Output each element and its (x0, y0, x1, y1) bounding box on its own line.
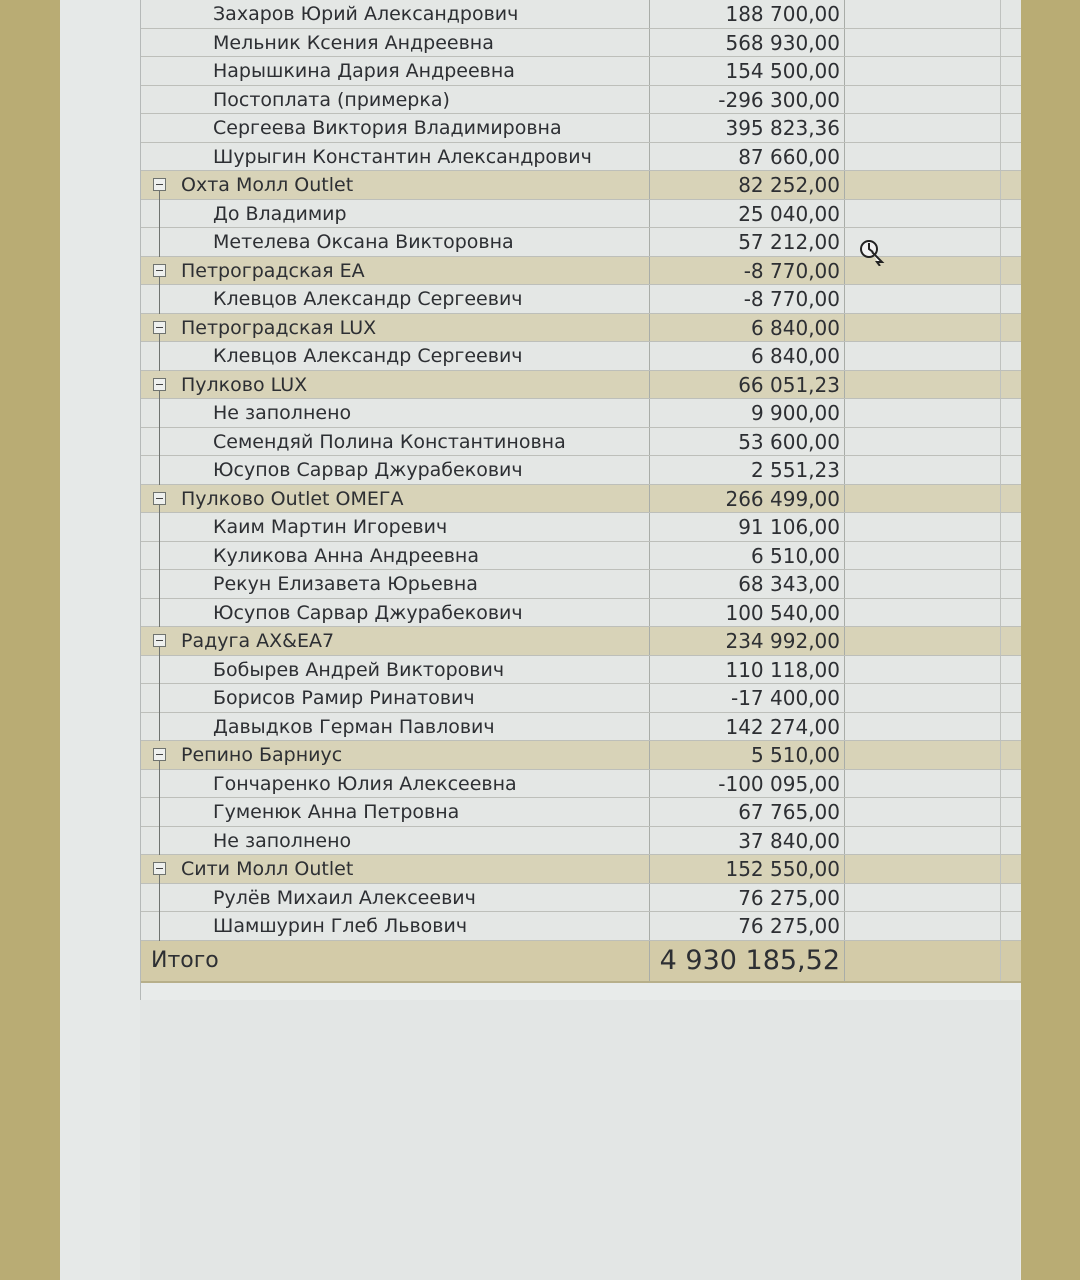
group-name: Репино Барниус (181, 744, 343, 766)
empty-cell (845, 371, 1001, 399)
collapse-minus-icon[interactable] (153, 634, 166, 647)
tree-line (159, 647, 160, 741)
group-row[interactable] (141, 171, 1021, 200)
person-name: Не заполнено (213, 829, 352, 852)
person-name: Гончаренко Юлия Алексеевна (213, 772, 517, 795)
group-row[interactable] (141, 257, 1021, 286)
empty-cell (845, 342, 1001, 370)
empty-cell (845, 941, 1001, 981)
empty-cell (845, 57, 1001, 85)
amount-cell: 66 051,23 (649, 371, 845, 399)
empty-cell (845, 741, 1001, 769)
empty-cell (845, 0, 1001, 28)
table-row[interactable] (141, 713, 1021, 742)
amount-cell: 395 823,36 (649, 114, 845, 142)
amount-cell: 53 600,00 (649, 428, 845, 456)
empty-cell (845, 143, 1001, 171)
table-row[interactable] (141, 684, 1021, 713)
person-name: Метелева Оксана Викторовна (213, 231, 514, 253)
amount-cell: 568 930,00 (649, 29, 845, 57)
amount-cell: 5 510,00 (649, 741, 845, 769)
table-row[interactable] (141, 770, 1021, 799)
person-name: Не заполнено (213, 402, 352, 424)
table-row[interactable] (141, 456, 1021, 485)
tree-line (159, 391, 160, 485)
collapse-minus-icon[interactable] (153, 264, 166, 277)
empty-cell (845, 29, 1001, 57)
table-row[interactable] (141, 513, 1021, 542)
table-row[interactable] (141, 542, 1021, 571)
tree-line (159, 505, 160, 628)
person-name: Бобырев Андрей Викторович (213, 658, 505, 681)
person-name: Постоплата (примерка) (213, 88, 450, 111)
group-name: Радуга AX&EA7 (181, 630, 335, 652)
amount-cell: 82 252,00 (649, 171, 845, 199)
empty-cell (845, 485, 1001, 513)
person-name: Сергеева Виктория Владимировна (213, 117, 562, 139)
empty-cell (845, 114, 1001, 142)
screen (60, 0, 1020, 1280)
amount-cell: 57 212,00 (649, 228, 845, 256)
collapse-minus-icon[interactable] (153, 378, 166, 391)
amount-cell: 2 551,23 (649, 456, 845, 484)
empty-cell (845, 855, 1001, 883)
amount-cell: -8 770,00 (649, 257, 845, 285)
table-row[interactable] (141, 228, 1021, 257)
empty-cell (845, 314, 1001, 342)
empty-cell (845, 827, 1001, 855)
table-row[interactable] (141, 798, 1021, 827)
table-row[interactable] (141, 884, 1021, 913)
person-name: Мельник Ксения Андреевна (213, 31, 494, 54)
amount-cell: 188 700,00 (649, 0, 845, 28)
person-name: Клевцов Александр Сергеевич (213, 345, 523, 367)
person-name: Давыдков Герман Павлович (213, 715, 495, 738)
table-row[interactable] (141, 200, 1021, 229)
amount-cell: 142 274,00 (649, 713, 845, 741)
empty-cell (845, 599, 1001, 627)
collapse-minus-icon[interactable] (153, 178, 166, 191)
person-name: Шурыгин Константин Александрович (213, 145, 592, 168)
person-name: Рекун Елизавета Юрьевна (213, 573, 478, 595)
amount-cell: 6 840,00 (649, 342, 845, 370)
table-row[interactable] (141, 399, 1021, 428)
amount-cell: -8 770,00 (649, 285, 845, 313)
empty-cell (845, 428, 1001, 456)
person-name: Клевцов Александр Сергеевич (213, 288, 523, 310)
tree-line (159, 277, 160, 314)
empty-cell (845, 399, 1001, 427)
amount-cell: 152 550,00 (649, 855, 845, 883)
amount-cell: -296 300,00 (649, 86, 845, 114)
amount-cell: 87 660,00 (649, 143, 845, 171)
group-name: Сити Молл Outlet (181, 858, 354, 880)
group-row[interactable] (141, 314, 1021, 343)
person-name: Шамшурин Глеб Львович (213, 915, 468, 937)
person-name: Нарышкина Дария Андреевна (213, 60, 515, 82)
table-row[interactable] (141, 912, 1021, 941)
amount-cell: 6 840,00 (649, 314, 845, 342)
person-name: Каим Мартин Игоревич (213, 516, 448, 538)
amount-cell: 266 499,00 (649, 485, 845, 513)
group-row[interactable] (141, 855, 1021, 884)
amount-cell: 37 840,00 (649, 827, 845, 855)
amount-cell: -100 095,00 (649, 770, 845, 798)
amount-cell: 76 275,00 (649, 884, 845, 912)
group-name: Петроградская LUX (181, 316, 377, 339)
person-name: Куликова Анна Андреевна (213, 544, 479, 567)
empty-cell (845, 285, 1001, 313)
amount-cell: 6 510,00 (649, 542, 845, 570)
empty-cell (845, 684, 1001, 712)
empty-cell (845, 912, 1001, 940)
amount-cell: 100 540,00 (649, 599, 845, 627)
table-row[interactable] (141, 114, 1021, 143)
table-row[interactable] (141, 86, 1021, 115)
empty-cell (845, 713, 1001, 741)
amount-cell: 9 900,00 (649, 399, 845, 427)
table-row[interactable] (141, 143, 1021, 172)
empty-cell (845, 656, 1001, 684)
person-name: До Владимир (213, 202, 347, 225)
collapse-minus-icon[interactable] (153, 492, 166, 505)
empty-cell (845, 200, 1001, 228)
empty-cell (845, 627, 1001, 655)
person-name: Юсупов Сарвар Джурабекович (213, 459, 523, 481)
table-row[interactable] (141, 599, 1021, 628)
empty-cell (845, 86, 1001, 114)
group-row[interactable] (141, 741, 1021, 770)
empty-cell (845, 456, 1001, 484)
table-row[interactable] (141, 827, 1021, 856)
person-name: Гуменюк Анна Петровна (213, 801, 460, 823)
table-row[interactable] (141, 570, 1021, 599)
empty-area (140, 1000, 1020, 1280)
total-row (141, 941, 1021, 983)
empty-cell (845, 570, 1001, 598)
report-rows (141, 0, 1021, 983)
table-row[interactable] (141, 29, 1021, 58)
collapse-minus-icon[interactable] (153, 748, 166, 761)
tree-line (159, 875, 160, 941)
group-name: Петроградская EA (181, 259, 365, 282)
person-name: Захаров Юрий Александрович (213, 3, 519, 25)
group-name: Пулково LUX (181, 373, 308, 396)
amount-cell: 67 765,00 (649, 798, 845, 826)
empty-cell (845, 798, 1001, 826)
total-value: 4 930 185,52 (649, 941, 845, 981)
empty-cell (845, 171, 1001, 199)
empty-cell (845, 542, 1001, 570)
person-name: Борисов Рамир Ринатович (213, 687, 475, 709)
tree-line (159, 191, 160, 257)
total-label: Итого (151, 947, 219, 973)
group-row[interactable] (141, 627, 1021, 656)
person-name: Семендяй Полина Константиновна (213, 430, 566, 453)
busy-cursor-icon (858, 238, 886, 266)
table-row[interactable] (141, 285, 1021, 314)
amount-cell: -17 400,00 (649, 684, 845, 712)
amount-cell: 234 992,00 (649, 627, 845, 655)
amount-cell: 68 343,00 (649, 570, 845, 598)
table-row[interactable] (141, 0, 1021, 29)
amount-cell: 76 275,00 (649, 912, 845, 940)
collapse-minus-icon[interactable] (153, 862, 166, 875)
tree-line (159, 761, 160, 855)
group-row[interactable] (141, 485, 1021, 514)
person-name: Юсупов Сарвар Джурабекович (213, 601, 523, 624)
group-name: Пулково Outlet ОМЕГА (181, 487, 404, 510)
group-name: Охта Молл Outlet (181, 174, 354, 196)
empty-cell (845, 884, 1001, 912)
table-row[interactable] (141, 428, 1021, 457)
table-row[interactable] (141, 57, 1021, 86)
amount-cell: 110 118,00 (649, 656, 845, 684)
collapse-minus-icon[interactable] (153, 321, 166, 334)
amount-cell: 154 500,00 (649, 57, 845, 85)
table-row[interactable] (141, 656, 1021, 685)
tree-line (159, 334, 160, 371)
amount-cell: 91 106,00 (649, 513, 845, 541)
empty-cell (845, 513, 1001, 541)
person-name: Рулёв Михаил Алексеевич (213, 886, 476, 909)
amount-cell: 25 040,00 (649, 200, 845, 228)
empty-cell (845, 770, 1001, 798)
group-row[interactable] (141, 371, 1021, 400)
table-row[interactable] (141, 342, 1021, 371)
